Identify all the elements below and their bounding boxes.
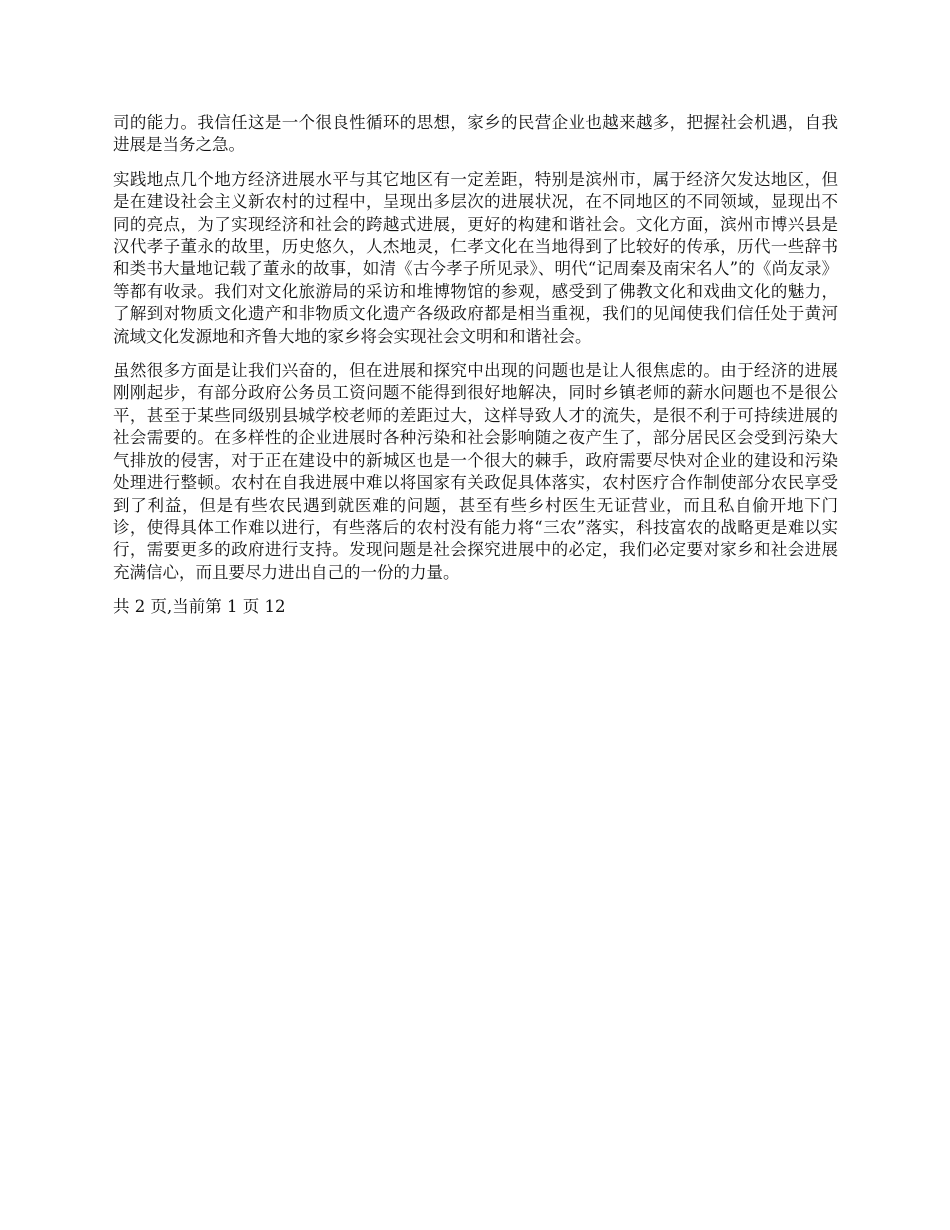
- page-indicator: 共 2 页,当前第 1 页 12: [113, 597, 286, 617]
- paragraph-3: 虽然很多方面是让我们兴奋的，但在进展和探究中出现的问题也是让人很焦虑的。由于经济的进展刚刚起步，有部分政府公务员工资问题不能得到很好地解决，同时乡镇老师的薪水问题也不是很公平，甚至于某些同级别县城学校老师的差距过大，这样导致人才的流失，是很不利于可持续进展的社会需要的。在多样性的企业进展时各种污染和社会影响随之夜产生了，部分居民区会受到污染大气排放的侵害，对于正在建设中的新城区也是一个很大的棘手，政府需要尽快对企业的建设和污染处理进行整顿。农村在自我进展中难以将国家有关政促具体落实，农村医疗合作制使部分农民享受到了利益，但是有些农民遇到就医难的问题，甚至有些乡村医生无证营业，而且私自偷开地下门诊，使得具体工作难以进行，有些落后的农村没有能力将“三农”落实，科技富农的战略更是难以实行，需要更多的政府进行支持。发现问题是社会探究进展中的必定，我们必定要对家乡和社会进展充满信心，而且要尽力进出自己的一份的力量。: [113, 361, 838, 582]
- paragraph-1: 司的能力。我信任这是一个很良性循环的思想，家乡的民营企业也越来越多，把握社会机遇，自我进展是当务之急。: [113, 113, 838, 155]
- paragraph-2: 实践地点几个地方经济进展水平与其它地区有一定差距，特别是滨州市，属于经济欠发达地区，但是在建设社会主义新农村的过程中，呈现出多层次的进展状况，在不同地区的不同领域，显现出不同的亮点，为了实现经济和社会的跨越式进展，更好的构建和谐社会。文化方面，滨州市博兴县是汉代孝子董永的故里，历史悠久，人杰地灵，仁孝文化在当地得到了比较好的传承，历代一些辞书和类书大量地记载了董永的故事，如清《古今孝子所见录》、明代“记周秦及南宋名人”的《尚友录》等都有收录。我们对文化旅游局的采访和堆博物馆的参观，感受到了佛教文化和戏曲文化的魅力，了解到对物质文化遗产和非物质文化遗产各级政府都是相当重视，我们的见闻使我们信任处于黄河流域文化发源地和齐鲁大地的家乡将会实现社会文明和和谐社会。: [113, 169, 838, 346]
